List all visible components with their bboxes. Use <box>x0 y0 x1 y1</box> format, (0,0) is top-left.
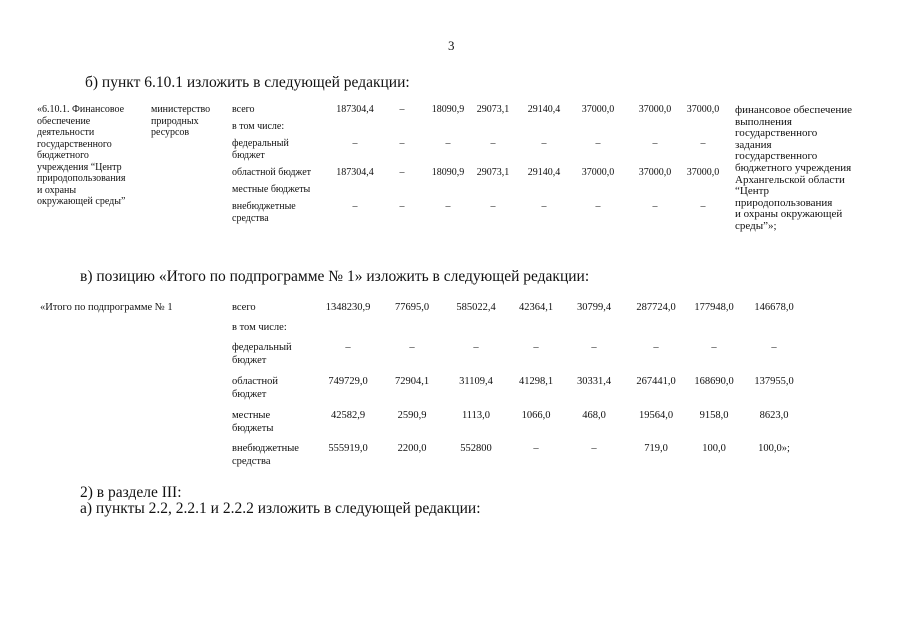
cell-value: 137955,0 <box>754 376 794 387</box>
cell-value: – <box>595 201 601 212</box>
item-name-line: окружающей среды” <box>37 196 126 207</box>
cell-value: 72904,1 <box>394 376 430 387</box>
row-label: бюджет <box>232 354 267 366</box>
executor-line: ресурсов <box>151 127 190 138</box>
cell-value: 2200,0 <box>397 443 427 454</box>
executor-line: министерство <box>151 104 211 115</box>
cell-value: 468,0 <box>582 410 606 421</box>
item-name-line: обеспечение <box>37 115 91 127</box>
row-label: местные <box>232 410 271 421</box>
cell-value: 187304,4 <box>336 104 374 115</box>
cell-value: – <box>533 342 539 353</box>
item-name-line: деятельности <box>37 127 95 138</box>
cell-value: – <box>399 167 405 178</box>
cell-value: 42582,9 <box>330 410 366 421</box>
row-label: внебюджетные <box>232 201 296 212</box>
cell-value: – <box>591 443 597 454</box>
row-label: всего <box>232 104 255 115</box>
result-line: и охраны окружающей <box>735 208 843 221</box>
cell-value: 37000,0 <box>638 167 672 178</box>
cell-value: 29140,4 <box>527 167 561 178</box>
row-label: в том числе: <box>232 121 285 132</box>
cell-value: 267441,0 <box>636 376 676 387</box>
cell-value: 8623,0 <box>759 410 789 421</box>
row-label: местные бюджеты <box>232 184 311 195</box>
cell-value: 37000,0 <box>581 104 615 115</box>
heading-section-3: 2) в разделе III: <box>80 484 182 501</box>
cell-value: 30799,4 <box>576 302 612 313</box>
row-label: федеральный <box>232 138 289 149</box>
row-label: бюджет <box>232 149 265 161</box>
cell-value: 37000,0 <box>686 167 720 178</box>
cell-value: 1113,0 <box>461 410 491 421</box>
heading-item-b: б) пункт 6.10.1 изложить в следующей редакции: <box>85 74 410 91</box>
cell-value: – <box>533 443 539 454</box>
cell-value: 37000,0 <box>638 104 672 115</box>
cell-value: – <box>591 342 597 353</box>
cell-value: 41298,1 <box>518 376 554 387</box>
cell-value: 187304,4 <box>336 167 374 178</box>
executor-line: природных <box>151 115 199 127</box>
row-label: всего <box>232 302 256 313</box>
row-label: внебюджетные <box>232 443 299 454</box>
row-label: в том числе: <box>232 322 287 333</box>
cell-value: – <box>473 342 479 353</box>
subprogram-name: «Итого по подпрограмме № 1 <box>40 302 173 313</box>
cell-value: – <box>595 138 601 149</box>
heading-item-a: а) пункты 2.2, 2.2.1 и 2.2.2 изложить в следующей редакции: <box>80 500 481 517</box>
cell-value: – <box>399 138 405 149</box>
item-name-line: государственного <box>37 138 112 150</box>
cell-value: 146678,0 <box>754 302 794 313</box>
row-label: средства <box>232 455 271 467</box>
result-line: государственного <box>735 127 818 140</box>
result-line: финансовое обеспечение <box>735 104 852 116</box>
item-name-line: бюджетного <box>37 150 89 161</box>
cell-value: – <box>652 138 658 149</box>
cell-value: 19564,0 <box>638 410 674 421</box>
result-line: задания <box>735 138 772 151</box>
cell-value: – <box>653 342 659 353</box>
row-label: областной бюджет <box>232 167 312 178</box>
cell-value: – <box>490 138 496 149</box>
row-label: бюджет <box>232 388 267 400</box>
item-name-line: учреждения “Центр <box>37 161 122 173</box>
cell-value: 31109,4 <box>459 376 493 387</box>
cell-value: 42364,1 <box>518 302 554 313</box>
item-name-line: «6.10.1. Финансовое <box>37 104 125 115</box>
cell-value: 177948,0 <box>694 302 734 313</box>
cell-value: 29073,1 <box>476 167 510 178</box>
cell-value: – <box>352 201 358 212</box>
cell-value: 2590,9 <box>397 410 427 421</box>
cell-value: – <box>541 138 547 149</box>
cell-value: – <box>345 342 351 353</box>
item-name-line: природопользования <box>37 173 126 184</box>
cell-value: 552800 <box>460 443 492 454</box>
cell-value: 9158,0 <box>699 410 729 421</box>
cell-value: 1066,0 <box>521 410 551 421</box>
row-label: средства <box>232 212 269 224</box>
cell-value: – <box>771 342 777 353</box>
heading-item-v: в) позицию «Итого по подпрограмме № 1» изложить в следующей редакции: <box>80 268 590 285</box>
result-line: “Центр <box>735 185 770 198</box>
row-label: федеральный <box>232 342 292 353</box>
cell-value: 719,0 <box>644 443 668 454</box>
cell-value: 100,0»; <box>758 443 790 454</box>
cell-value: 30331,4 <box>576 376 612 387</box>
cell-value: – <box>399 104 405 115</box>
row-label: областной <box>232 376 278 387</box>
result-line: бюджетного учреждения <box>735 162 852 174</box>
cell-value: – <box>409 342 415 353</box>
cell-value: 77695,0 <box>394 302 430 313</box>
cell-value: 29140,4 <box>527 104 561 115</box>
cell-value: 18090,9 <box>431 167 465 178</box>
item-name-line: и охраны <box>37 184 77 196</box>
cell-value: – <box>352 138 358 149</box>
cell-value: – <box>445 138 451 149</box>
page-number: 3 <box>448 38 455 53</box>
cell-value: 37000,0 <box>686 104 720 115</box>
result-line: выполнения <box>735 115 792 128</box>
cell-value: – <box>399 201 405 212</box>
cell-value: 29073,1 <box>476 104 510 115</box>
cell-value: – <box>490 201 496 212</box>
result-line: Архангельской области <box>735 173 845 186</box>
cell-value: 749729,0 <box>328 376 368 387</box>
cell-value: – <box>652 201 658 212</box>
cell-value: – <box>541 201 547 212</box>
cell-value: 37000,0 <box>581 167 615 178</box>
result-line: природопользования <box>735 196 833 209</box>
cell-value: – <box>700 201 706 212</box>
cell-value: – <box>445 201 451 212</box>
cell-value: 1348230,9 <box>325 302 371 313</box>
cell-value: 287724,0 <box>636 302 676 313</box>
cell-value: 100,0 <box>702 443 726 454</box>
cell-value: 555919,0 <box>328 443 368 454</box>
cell-value: – <box>700 138 706 149</box>
cell-value: – <box>711 342 717 353</box>
cell-value: 18090,9 <box>431 104 465 115</box>
result-line: среды”»; <box>735 220 777 232</box>
cell-value: 585022,4 <box>456 302 496 313</box>
row-label: бюджеты <box>232 422 274 434</box>
cell-value: 168690,0 <box>694 376 734 387</box>
result-line: государственного <box>735 150 818 163</box>
